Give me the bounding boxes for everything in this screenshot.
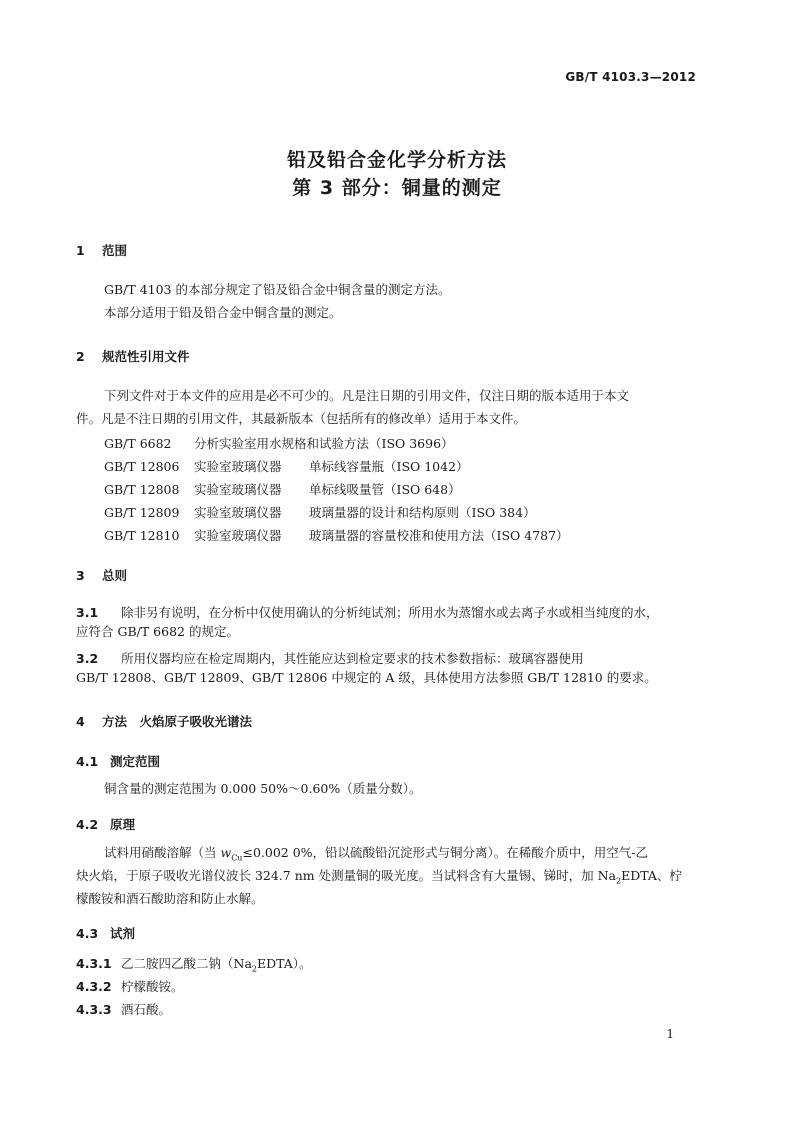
subsection-number: 4.1: [76, 754, 99, 769]
text-run: 试料用硝酸溶解（当: [104, 845, 221, 860]
reagent-number: 4.3.3: [76, 1002, 112, 1017]
section-4-heading: [76, 712, 252, 730]
document-subtitle: 第 3 部分：铜量的测定: [292, 177, 502, 199]
range-paragraph: 铜含量的测定范围为 0.000 50%～0.60%（质量分数）。: [104, 781, 422, 796]
reference-category: 实验室玻璃仪器: [194, 482, 282, 497]
reference-title: 玻璃量器的设计和结构原则（ISO 384）: [309, 505, 536, 520]
scope-paragraph-1: GB/T 4103 的本部分规定了铅及铅合金中铜含量的测定方法。: [104, 282, 451, 297]
section-1-heading: [76, 241, 127, 259]
reference-category: 实验室玻璃仪器: [194, 528, 282, 543]
reference-title: 玻璃量器的容量校准和使用方法（ISO 4787）: [309, 528, 569, 543]
section-title: 总则: [102, 568, 128, 583]
formula-subscript: 2: [615, 876, 622, 886]
section-title: 范围: [102, 243, 128, 258]
reference-category: 实验室玻璃仪器: [194, 459, 282, 474]
reference-item: [104, 457, 469, 475]
reference-code: GB/T 12806: [104, 459, 180, 474]
subsection-4-3-heading: [76, 924, 135, 942]
reference-title: 单标线吸量管（ISO 648）: [309, 482, 461, 497]
section-number: 1: [76, 243, 85, 258]
reference-code: GB/T 6682: [104, 436, 172, 451]
reference-title: 分析实验室用水规格和试验方法（ISO 3696）: [194, 436, 454, 451]
reagent-name: 酒石酸。: [121, 1002, 172, 1017]
clause-3-1-line-1: [76, 603, 659, 621]
reference-item: [104, 480, 461, 498]
reference-title: 单标线容量瓶（ISO 1042）: [309, 459, 469, 474]
reagent-name: 乙二胺四乙酸二钠（Na: [121, 956, 252, 971]
clause-text: 除非另有说明，在分析中仅使用确认的分析纯试剂；所用水为蒸馏水或去离子水或相当纯度的水，: [121, 605, 659, 620]
principle-line-3: 檬酸铵和酒石酸助溶和防止水解。: [76, 891, 264, 906]
text-run: 炔火焰，于原子吸收光谱仪波长 324.7 nm 处测量铜的吸光度。当试料含有大量锡、锑时，加 Na: [76, 868, 616, 883]
subsection-number: 4.2: [76, 817, 99, 832]
reference-category: 实验室玻璃仪器: [194, 505, 282, 520]
section-title: 规范性引用文件: [102, 349, 190, 364]
standard-code: GB/T 4103.3—2012: [565, 70, 696, 84]
reference-code: GB/T 12810: [104, 528, 180, 543]
subsection-title: 测定范围: [110, 754, 161, 769]
section-number: 4: [76, 714, 85, 729]
reference-item: [104, 526, 569, 544]
reference-code: GB/T 12808: [104, 482, 180, 497]
clause-3-2-line-1: [76, 649, 584, 667]
reagent-number: 4.3.2: [76, 979, 112, 994]
clause-number: 3.2: [76, 651, 99, 666]
formula-subscript: 2: [251, 964, 257, 974]
clause-number: 3.1: [76, 605, 99, 620]
section-3-heading: [76, 566, 127, 584]
scope-paragraph-2: 本部分适用于铅及铅合金中铜含量的测定。: [104, 305, 342, 320]
text-run: ≤0.002 0%，铅以硫酸铅沉淀形式与铜分离）。在稀酸介质中，用空气-乙: [242, 845, 649, 860]
section-title: 方法 火焰原子吸收光谱法: [102, 714, 253, 729]
clause-text: 所用仪器均应在检定周期内，其性能应达到检定要求的技术参数指标：玻璃容器使用: [121, 651, 584, 666]
reference-item: [104, 434, 454, 452]
subsection-title: 原理: [110, 817, 136, 832]
clause-3-1-line-2: 应符合 GB/T 6682 的规定。: [76, 624, 239, 639]
subsection-4-2-heading: [76, 815, 135, 833]
reagent-name: 柠檬酸铵。: [121, 979, 184, 994]
reference-code: GB/T 12809: [104, 505, 180, 520]
reagent-item: [76, 1000, 171, 1018]
subsection-4-1-heading: [76, 752, 160, 770]
subsection-number: 4.3: [76, 926, 99, 941]
section-2-heading: [76, 347, 190, 365]
symbol-subscript: Cu: [231, 853, 243, 863]
reference-item: [104, 503, 536, 521]
document-title: 铅及铅合金化学分析方法: [286, 149, 507, 171]
section-number: 3: [76, 568, 85, 583]
reagent-item: [76, 977, 184, 995]
reagent-item: [76, 954, 312, 974]
section-number: 2: [76, 349, 85, 364]
references-intro-line-1: 下列文件对于本文件的应用是必不可少的。凡是注日期的引用文件，仅注日期的版本适用于本文: [104, 388, 630, 403]
page-number: 1: [666, 1027, 674, 1041]
references-intro-line-2: 件。凡是不注日期的引用文件，其最新版本（包括所有的修改单）适用于本文件。: [76, 411, 527, 426]
text-run: EDTA、柠: [621, 868, 682, 883]
reagent-number: 4.3.1: [76, 956, 112, 971]
subsection-title: 试剂: [110, 926, 136, 941]
clause-3-2-line-2: GB/T 12808、GB/T 12809、GB/T 12806 中规定的 A 级，具体使用方法参照 GB/T 12810 的要求。: [76, 670, 657, 685]
mass-fraction-symbol: w: [220, 845, 232, 860]
reagent-name-end: EDTA）。: [256, 956, 312, 971]
